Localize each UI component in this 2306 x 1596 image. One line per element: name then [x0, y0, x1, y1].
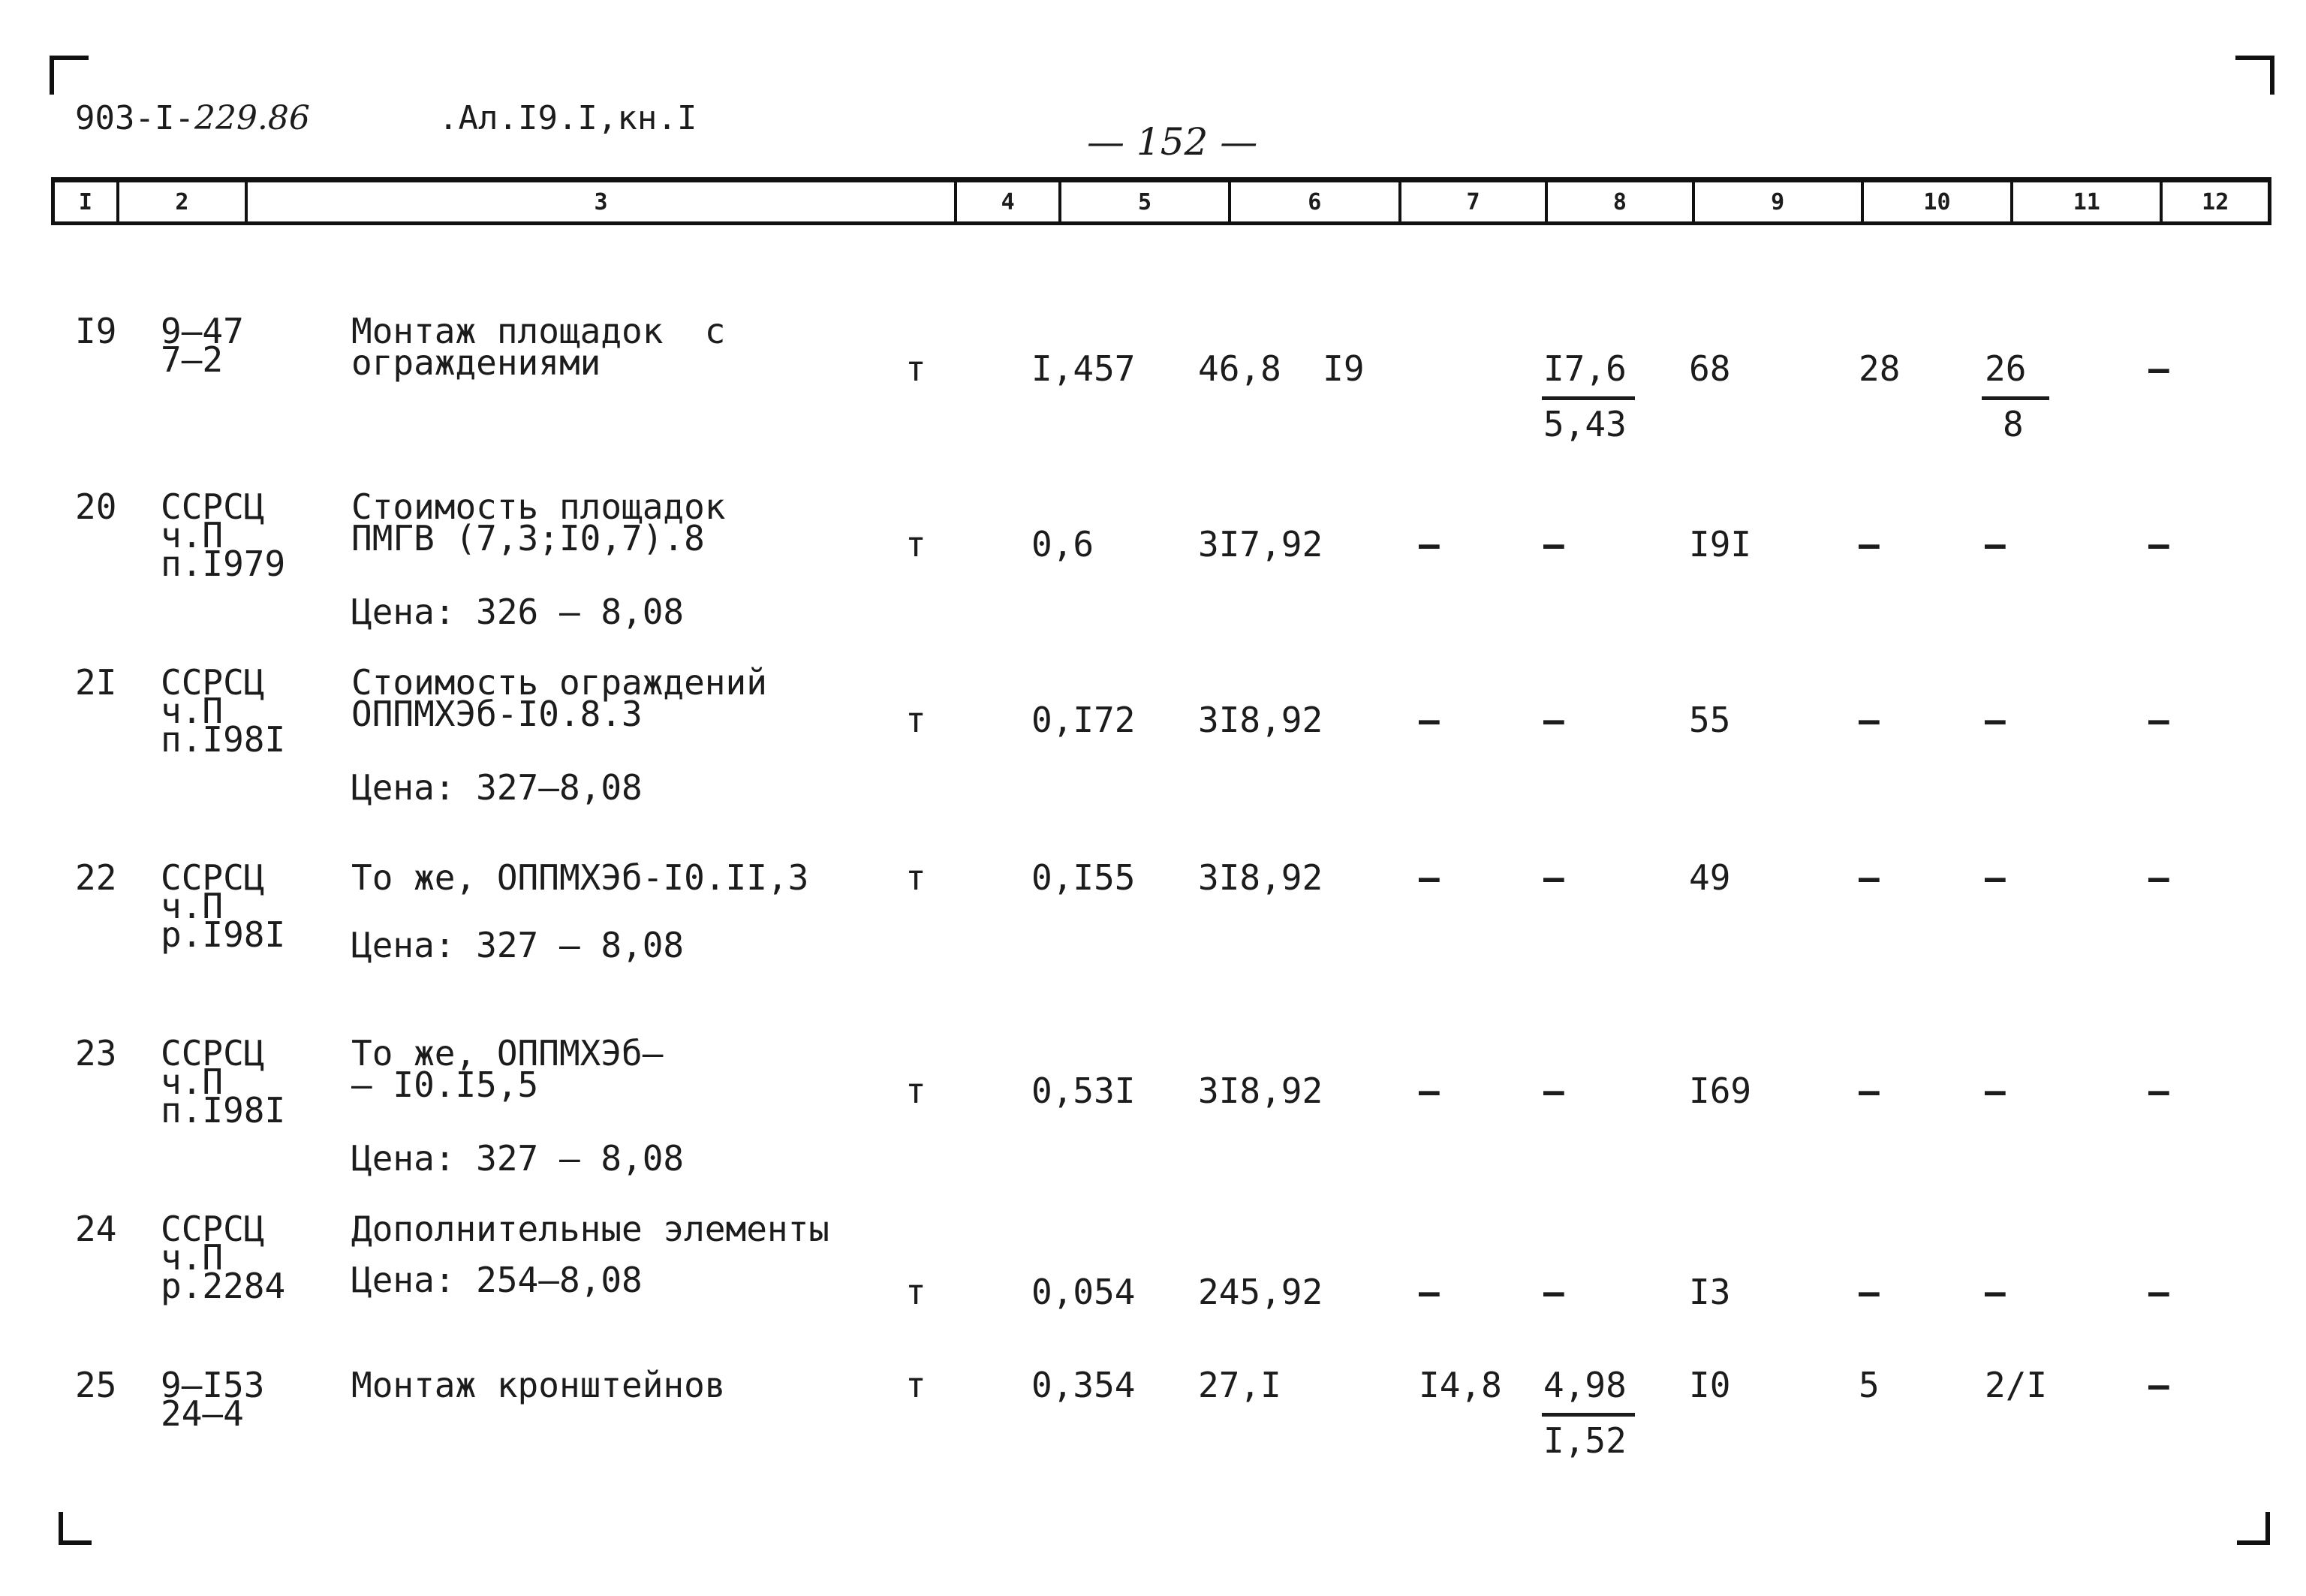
norm-code-line: п.I979 [161, 544, 286, 584]
total-cost-value: 49 [1689, 857, 1731, 898]
column-10-value: – [1859, 524, 1880, 565]
column-12-value: – [2148, 1071, 2169, 1111]
quantity-value: 0,054 [1031, 1272, 1136, 1312]
column-header-11: 11 [2013, 182, 2163, 221]
column-12-value: – [2148, 524, 2169, 565]
fraction-bar [1542, 1413, 1635, 1417]
total-cost-value: I3 [1689, 1272, 1731, 1312]
column-7-value: – [1419, 524, 1440, 565]
norm-code-line: ч.П [161, 886, 224, 926]
column-11-value: – [1985, 1071, 2006, 1111]
norm-code-line: 24–4 [161, 1393, 244, 1434]
norm-code-line: ч.П [161, 515, 224, 556]
total-cost-value: I9I [1689, 524, 1752, 565]
column-12-value: – [2148, 348, 2169, 389]
unit-of-measure: т [905, 524, 926, 565]
norm-code-line: ССРСЦ [161, 486, 265, 527]
column-12-value: – [2148, 1365, 2169, 1405]
unit-cost-value: 3I8,92 [1198, 857, 1323, 898]
norm-code-line: ч.П [161, 691, 224, 731]
work-description-line: Дополнительные элементы [351, 1209, 829, 1249]
work-description-line: – I0.I5,5 [351, 1065, 539, 1105]
column-7-value: I4,8 [1419, 1365, 1502, 1405]
column-10-value: – [1859, 1071, 1880, 1111]
row-number: 22 [75, 857, 117, 898]
total-cost-value: 68 [1689, 348, 1731, 389]
norm-code-line: 9–I53 [161, 1365, 265, 1405]
column-10-value: 5 [1859, 1365, 1880, 1405]
column-header-3: 3 [248, 182, 957, 221]
column-10-value: 28 [1859, 348, 1901, 389]
column-11-value: 2/I [1985, 1365, 2048, 1405]
work-description-line: Монтаж площадок с [351, 311, 726, 351]
unit-cost-value: 3I8,92 [1198, 700, 1323, 740]
quantity-value: 0,354 [1031, 1365, 1136, 1405]
row-number: 20 [75, 486, 117, 527]
column-12-value: – [2148, 857, 2169, 898]
column-header-1: I [55, 182, 119, 221]
column-11-value: 26 [1985, 348, 2027, 389]
norm-code-line: ССРСЦ [161, 857, 265, 898]
price-note: Цена: 326 – 8,08 [351, 592, 685, 632]
norm-code-line: п.I98I [161, 1090, 286, 1131]
norm-code-line: ССРСЦ [161, 662, 265, 703]
document-number-prefix: 903-I- [75, 99, 194, 137]
fraction-bar [1542, 396, 1635, 400]
unit-cost-value: 3I8,92 [1198, 1071, 1323, 1111]
norm-code-line: р.I98I [161, 914, 286, 955]
total-cost-value: I69 [1689, 1071, 1752, 1111]
column-11-value: – [1985, 857, 2006, 898]
unit-of-measure: т [905, 348, 926, 389]
quantity-value: I,457 [1031, 348, 1136, 389]
column-header-6: 6 [1231, 182, 1401, 221]
unit-cost-value: 27,I [1198, 1365, 1281, 1405]
row-number: I9 [75, 311, 117, 351]
row-number: 2I [75, 662, 117, 703]
column-8-value: – [1543, 857, 1564, 898]
column-7-value: – [1419, 700, 1440, 740]
row-number: 23 [75, 1033, 117, 1074]
column-8-value: 4,98 [1543, 1365, 1627, 1405]
column-header-2: 2 [119, 182, 248, 221]
unit-cost-value: 3I7,92 [1198, 524, 1323, 565]
column-11-denominator: 8 [2003, 404, 2024, 444]
column-8-denominator: 5,43 [1543, 404, 1627, 444]
unit-of-measure: т [905, 1365, 926, 1405]
price-note: Цена: 254–8,08 [351, 1260, 643, 1300]
column-8-value: – [1543, 1071, 1564, 1111]
norm-code-line: 9–47 [161, 311, 244, 351]
norm-code-line: п.I98I [161, 719, 286, 760]
quantity-value: 0,I55 [1031, 857, 1136, 898]
column-10-value: – [1859, 700, 1880, 740]
quantity-value: 0,53I [1031, 1071, 1136, 1111]
column-header-8: 8 [1548, 182, 1694, 221]
column-11-value: – [1985, 524, 2006, 565]
column-header-5: 5 [1061, 182, 1230, 221]
column-7-value: – [1419, 1071, 1440, 1111]
column-8-value: I7,6 [1543, 348, 1627, 389]
column-12-value: – [2148, 700, 2169, 740]
price-note: Цена: 327–8,08 [351, 767, 643, 808]
column-8-denominator: I,52 [1543, 1420, 1627, 1461]
work-description-line: ПМГВ (7,3;I0,7).8 [351, 518, 705, 559]
quantity-value: 0,6 [1031, 524, 1094, 565]
column-header-7: 7 [1401, 182, 1548, 221]
column-header-12: 12 [2202, 188, 2229, 215]
unit-of-measure: т [905, 700, 926, 740]
column-header-9: 9 [1695, 182, 1864, 221]
total-cost-value: I0 [1689, 1365, 1731, 1405]
column-10-value: – [1859, 1272, 1880, 1312]
column-header-4: 4 [957, 182, 1062, 221]
column-7-value: – [1419, 1272, 1440, 1312]
column-7-value: – [1419, 857, 1440, 898]
work-description-line: То же, ОППМХЭб– [351, 1033, 664, 1074]
work-description-line: Стоимость площадок [351, 486, 726, 527]
quantity-value: 0,I72 [1031, 700, 1136, 740]
price-note: Цена: 327 – 8,08 [351, 925, 685, 965]
document-number-handwritten: 229.86 [194, 99, 310, 137]
column-8-value: – [1543, 1272, 1564, 1312]
norm-code-line: 7–2 [161, 339, 224, 380]
fraction-bar [1982, 396, 2049, 400]
unit-of-measure: т [905, 1071, 926, 1111]
norm-code-line: р.2284 [161, 1266, 286, 1306]
column-header-10: 10 [1864, 182, 2013, 221]
unit-cost-value: 46,8 I9 [1198, 348, 1365, 389]
norm-code-line: ч.П [161, 1237, 224, 1278]
norm-code-line: ССРСЦ [161, 1033, 265, 1074]
row-number: 25 [75, 1365, 117, 1405]
column-8-value: – [1543, 524, 1564, 565]
price-note: Цена: 327 – 8,08 [351, 1138, 685, 1179]
work-description-line: Монтаж кронштейнов [351, 1365, 726, 1405]
unit-of-measure: т [905, 857, 926, 898]
work-description-line: ограждениями [351, 342, 601, 383]
unit-cost-value: 245,92 [1198, 1272, 1323, 1312]
work-description-line: То же, ОППМХЭб-I0.II,3 [351, 857, 809, 898]
work-description-line: ОППМХЭб-I0.8.3 [351, 694, 643, 734]
column-10-value: – [1859, 857, 1880, 898]
page-number: — 152 — [1087, 120, 1258, 164]
column-12-value: – [2148, 1272, 2169, 1312]
norm-code-line: ССРСЦ [161, 1209, 265, 1249]
norm-code-line: ч.П [161, 1061, 224, 1102]
column-11-value: – [1985, 700, 2006, 740]
unit-of-measure: т [905, 1272, 926, 1312]
row-number: 24 [75, 1209, 117, 1249]
album-reference: .Ал.I9.I,кн.I [438, 99, 697, 137]
column-11-value: – [1985, 1272, 2006, 1312]
total-cost-value: 55 [1689, 700, 1731, 740]
work-description-line: Стоимость ограждений [351, 662, 767, 703]
column-8-value: – [1543, 700, 1564, 740]
